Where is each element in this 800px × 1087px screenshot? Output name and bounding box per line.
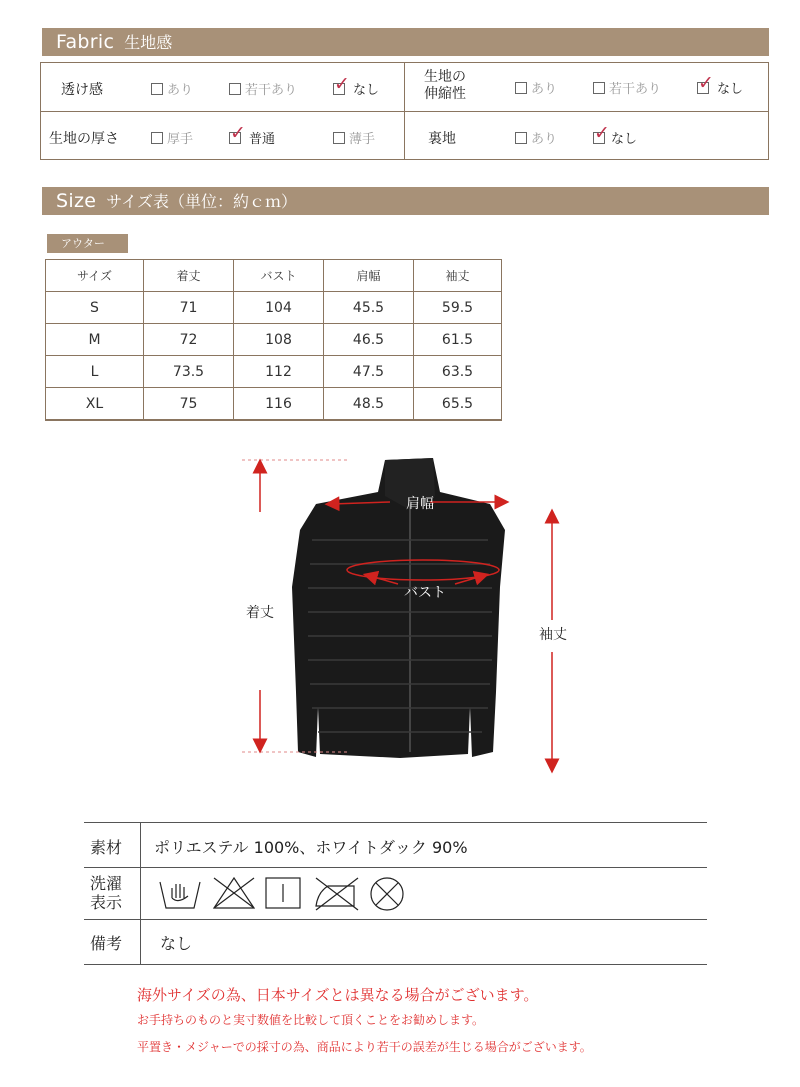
bust-label: バスト: [404, 585, 446, 601]
column-header: 着丈: [144, 260, 234, 292]
stretch-option-no: ✓ なし: [698, 71, 744, 97]
table-cell: 61.5: [414, 324, 502, 356]
table-cell: 48.5: [324, 388, 414, 421]
stretch-label: 生地の 伸縮性: [424, 69, 466, 102]
column-header: バスト: [234, 260, 324, 292]
material-key: 素材: [90, 838, 123, 857]
fabric-title-en: Fabric: [56, 31, 115, 53]
size-table: [45, 259, 502, 421]
sleeve-label: 袖丈: [539, 627, 567, 643]
table-row: [46, 388, 502, 421]
table-cell: 65.5: [414, 388, 502, 421]
hand-wash-icon: [160, 882, 200, 908]
jacket-diagram: [220, 452, 580, 782]
no-tumble-dry-icon: [371, 878, 403, 910]
table-cell: 72: [144, 324, 234, 356]
lining-option-yes: あり: [515, 128, 557, 147]
stretch-option-slight: 若干あり: [593, 78, 661, 97]
table-row: [46, 324, 502, 356]
jacket-image: [292, 458, 505, 758]
no-iron-icon: [316, 878, 358, 910]
thickness-option-thin: 薄手: [333, 128, 375, 147]
notice-line-3: 平置き・メジャーでの採寸の為、商品により若干の誤差が生じる場合がございます。: [137, 1040, 592, 1054]
table-cell: 116: [234, 388, 324, 421]
table-cell: 63.5: [414, 356, 502, 388]
table-row: [46, 356, 502, 388]
fabric-header: [42, 28, 769, 56]
checkbox-icon: [333, 132, 345, 144]
shoulder-label: 肩幅: [406, 496, 434, 512]
table-cell: 45.5: [324, 292, 414, 324]
transparency-label: 透け感: [61, 82, 103, 98]
wash-row: [84, 867, 707, 920]
table-cell: 71: [144, 292, 234, 324]
table-header-row: [46, 260, 502, 292]
notice-line-2: お手持ちのものと実寸数値を比較して頂くことをお勧めします。: [137, 1013, 485, 1027]
transparency-option-slight: 若干あり: [229, 79, 297, 98]
checkbox-icon: [515, 132, 527, 144]
table-cell: XL: [46, 388, 144, 421]
table-cell: 47.5: [324, 356, 414, 388]
column-header: 肩幅: [324, 260, 414, 292]
table-row: [46, 292, 502, 324]
column-header: サイズ: [46, 260, 144, 292]
column-header: 袖丈: [414, 260, 502, 292]
fabric-title-ja: 生地感: [124, 33, 173, 52]
wash-key: 洗濯 表示: [90, 874, 123, 912]
length-label: 着丈: [246, 605, 274, 621]
checked-checkbox-icon: ✓: [230, 121, 246, 144]
lining-label: 裏地: [428, 131, 456, 147]
size-title-ja: サイズ表（単位：約ｃｍ）: [106, 192, 297, 211]
thickness-label: 生地の厚さ: [49, 131, 119, 147]
checkbox-icon: [151, 83, 163, 95]
checkbox-icon: [593, 82, 605, 94]
size-title-en: Size: [56, 190, 97, 212]
transparency-option-no: ✓ なし: [334, 72, 380, 98]
stretch-option-yes: あり: [515, 78, 557, 97]
table-cell: 59.5: [414, 292, 502, 324]
table-cell: S: [46, 292, 144, 324]
checked-checkbox-icon: ✓: [698, 71, 714, 94]
table-cell: 46.5: [324, 324, 414, 356]
table-cell: L: [46, 356, 144, 388]
table-cell: 75: [144, 388, 234, 421]
notes-key: 備考: [90, 934, 123, 953]
table-cell: 73.5: [144, 356, 234, 388]
lining-option-no: ✓ なし: [594, 121, 638, 147]
checkbox-icon: [229, 83, 241, 95]
table-cell: M: [46, 324, 144, 356]
checked-checkbox-icon: ✓: [594, 121, 610, 144]
material-row: [84, 823, 707, 868]
info-table: [84, 822, 707, 965]
checkbox-icon: [515, 82, 527, 94]
table-cell: 108: [234, 324, 324, 356]
no-bleach-icon: [214, 878, 254, 908]
notes-row: [84, 919, 707, 964]
fabric-table: [40, 62, 769, 160]
line-dry-icon: [266, 878, 300, 908]
table-cell: 112: [234, 356, 324, 388]
care-symbols: [158, 874, 418, 912]
transparency-option-yes: あり: [151, 79, 193, 98]
thickness-option-normal: ✓ 普通: [230, 121, 276, 147]
notice-line-1: 海外サイズの為、日本サイズとは異なる場合がございます。: [137, 986, 539, 1004]
thickness-option-thick: 厚手: [151, 128, 193, 147]
category-tag: アウター: [47, 234, 128, 253]
material-value: ポリエステル 100%、ホワイトダック 90%: [154, 838, 468, 857]
notes-value: なし: [160, 934, 193, 953]
size-header: [42, 187, 769, 215]
table-cell: 104: [234, 292, 324, 324]
checked-checkbox-icon: ✓: [334, 72, 350, 95]
checkbox-icon: [151, 132, 163, 144]
